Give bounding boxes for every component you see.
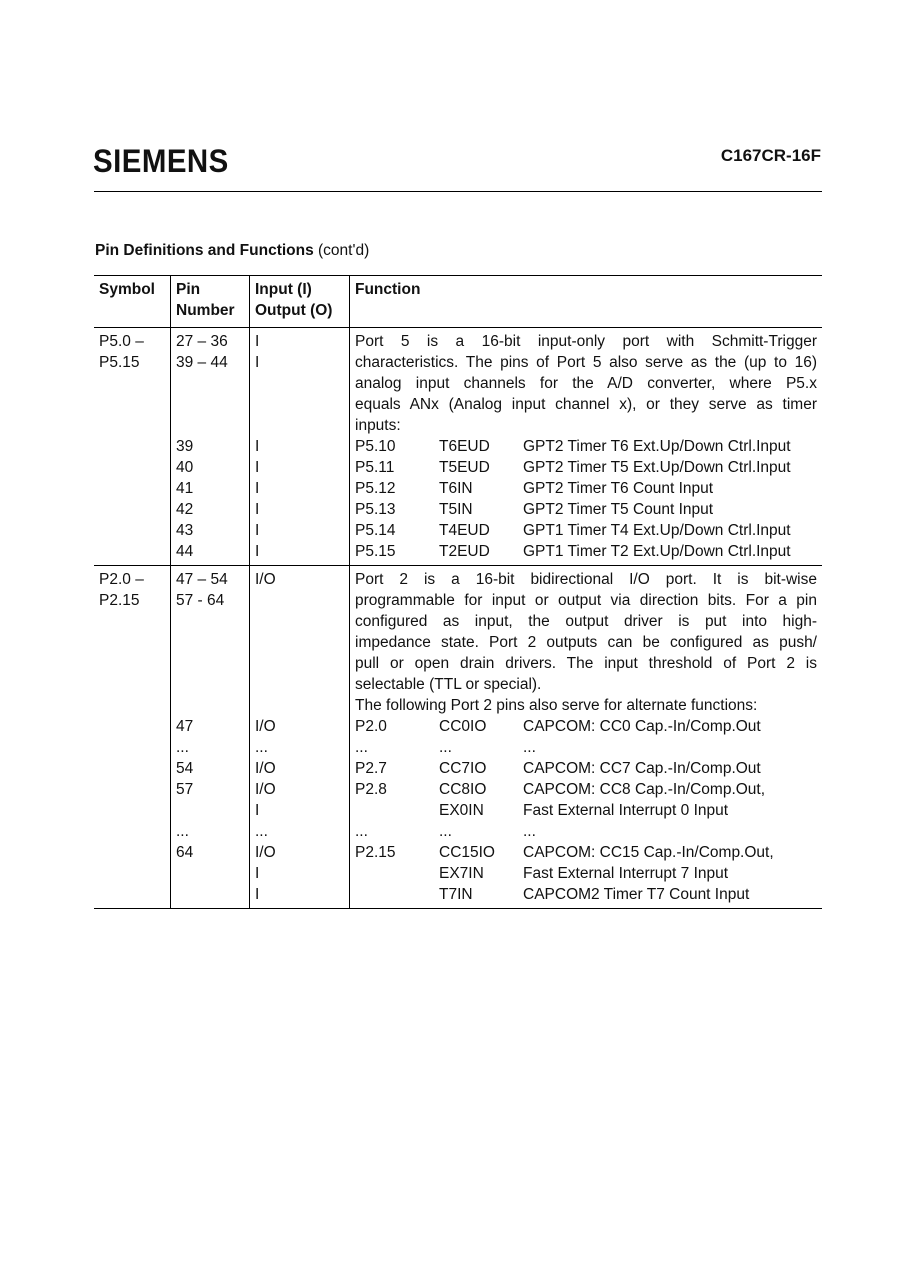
alt-pin-number: 57 (176, 781, 194, 798)
alt-signal-name: CC7IO (439, 760, 487, 777)
alternate-function-row (355, 520, 817, 541)
alt-pin-number: ... (176, 739, 189, 756)
alt-pin-number: 39 (176, 438, 194, 455)
alt-pin-number: 54 (176, 760, 194, 777)
alt-pin-number: 40 (176, 459, 194, 476)
alt-port-pin: ... (355, 739, 368, 756)
alt-function-desc: GPT1 Timer T4 Ext.Up/Down Ctrl.Input (523, 522, 791, 539)
io-type-text: I (255, 354, 260, 371)
function-description-line: selectable (TTL or special). (355, 676, 542, 693)
alt-port-pin: P5.12 (355, 480, 396, 497)
alternate-function-row (355, 499, 817, 520)
spacer (176, 695, 244, 716)
io-cell (250, 566, 350, 909)
io-type-text: I/O (255, 571, 276, 588)
function-description-line: pull or open drain drivers. The input threshold of Port 2 is (355, 655, 817, 672)
alt-port-pin: P5.10 (355, 438, 396, 455)
siemens-logo: SIEMENS (93, 143, 229, 179)
alt-pin-number (176, 863, 244, 884)
pin-range-text: 27 – 36 (176, 333, 228, 350)
spacer (255, 695, 344, 716)
pin-number-cell (171, 328, 250, 566)
spacer (176, 632, 244, 653)
alternate-function-row (355, 863, 817, 884)
alt-io-type: I/O (255, 844, 276, 861)
table-row (94, 566, 822, 909)
function-description-line: inputs: (355, 417, 401, 434)
function-description-line: configured as input, the output driver is put into high- (355, 613, 817, 630)
alt-io-type: I (255, 459, 260, 476)
alt-pin-number: 41 (176, 480, 194, 497)
table-row (94, 328, 822, 566)
alternate-function-row (355, 779, 817, 800)
header-rule (94, 191, 822, 192)
alt-io-type: I (255, 501, 260, 518)
alt-function-desc: CAPCOM2 Timer T7 Count Input (523, 886, 750, 903)
alt-pin-number: 47 (176, 718, 194, 735)
pin-range-text: 57 - 64 (176, 592, 225, 609)
alt-port-pin: P2.0 (355, 718, 387, 735)
spacer (176, 394, 244, 415)
alt-port-pin (355, 863, 439, 884)
section-title (95, 242, 369, 260)
alt-function-desc: GPT2 Timer T6 Count Input (523, 480, 714, 497)
alt-signal-name: CC8IO (439, 781, 487, 798)
spacer (176, 415, 244, 436)
alt-pin-number: 43 (176, 522, 194, 539)
alt-signal-name: EX7IN (439, 865, 484, 882)
alt-port-pin: P5.13 (355, 501, 396, 518)
alt-port-pin: P2.8 (355, 781, 387, 798)
alt-io-type: I (255, 802, 260, 819)
alternate-function-row (355, 821, 817, 842)
alternate-function-row (355, 716, 817, 737)
spacer (176, 373, 244, 394)
alt-io-type: I (255, 522, 260, 539)
alternate-function-row (355, 737, 817, 758)
alt-io-type: I/O (255, 718, 276, 735)
alt-port-pin: P5.11 (355, 459, 395, 476)
pin-definitions-table (94, 275, 822, 909)
alt-io-type: I/O (255, 760, 276, 777)
header-pin-number: Pin Number (171, 276, 250, 328)
header-function: Function (350, 276, 823, 328)
alt-io-type: I (255, 438, 260, 455)
alt-function-desc: GPT2 Timer T6 Ext.Up/Down Ctrl.Input (523, 438, 791, 455)
alt-signal-name: ... (439, 823, 452, 840)
spacer (176, 611, 244, 632)
pin-range-text: 47 – 54 (176, 571, 228, 588)
symbol-cell (94, 328, 171, 566)
function-description-line: The following Port 2 pins also serve for alternate functions: (355, 697, 758, 714)
alt-io-type: I (255, 480, 260, 497)
alt-signal-name: EX0IN (439, 802, 484, 819)
spacer (176, 674, 244, 695)
spacer (255, 373, 344, 394)
alternate-function-row (355, 884, 817, 905)
document-id: C167CR-16F (720, 146, 821, 165)
alt-signal-name: T6IN (439, 480, 473, 497)
table-header-row (94, 276, 822, 328)
alt-signal-name: CC0IO (439, 718, 487, 735)
section-title-suffix: (cont'd) (313, 242, 370, 259)
alt-port-pin: P5.14 (355, 522, 396, 539)
function-description-line: characteristics. The pins of Port 5 also serve as the (up to 16) (355, 354, 817, 371)
alt-port-pin: P2.15 (355, 844, 396, 861)
spacer (255, 653, 344, 674)
alternate-function-row (355, 457, 817, 478)
alt-function-desc: ... (523, 823, 536, 840)
function-description-line: programmable for input or output via direction bits. For a pin (355, 592, 817, 609)
alt-function-desc: GPT2 Timer T5 Count Input (523, 501, 714, 518)
alt-io-type: ... (255, 739, 268, 756)
alt-signal-name: T4EUD (439, 522, 490, 539)
spacer (255, 394, 344, 415)
alt-port-pin (355, 884, 439, 905)
alt-pin-number: 42 (176, 501, 194, 518)
alt-io-type: I (255, 543, 260, 560)
pin-range-text: 39 – 44 (176, 354, 228, 371)
alt-signal-name: T6EUD (439, 438, 490, 455)
alt-port-pin: P2.7 (355, 760, 387, 777)
alt-signal-name: T5IN (439, 501, 473, 518)
alt-signal-name: T7IN (439, 886, 473, 903)
symbol-text: P5.15 (99, 354, 140, 371)
alt-signal-name: T5EUD (439, 459, 490, 476)
alt-function-desc: ... (523, 739, 536, 756)
alt-function-desc: CAPCOM: CC8 Cap.-In/Comp.Out, (523, 781, 766, 798)
spacer (255, 611, 344, 632)
function-cell (350, 566, 823, 909)
io-cell (250, 328, 350, 566)
alt-signal-name: T2EUD (439, 543, 490, 560)
alt-function-desc: GPT2 Timer T5 Ext.Up/Down Ctrl.Input (523, 459, 791, 476)
symbol-cell (94, 566, 171, 909)
alternate-function-row (355, 842, 817, 863)
alt-function-desc: Fast External Interrupt 0 Input (523, 802, 729, 819)
function-description-line: analog input channels for the A/D converter, where P5.x (355, 375, 817, 392)
alt-signal-name: ... (439, 739, 452, 756)
function-description-line: equals ANx (Analog input channel x), or they serve as timer (355, 396, 817, 413)
spacer (255, 415, 344, 436)
alternate-function-row (355, 541, 817, 562)
alt-pin-number: ... (176, 823, 189, 840)
function-description-line: Port 5 is a 16-bit input-only port with Schmitt-Trigger (355, 333, 817, 350)
function-description-line: impedance state. Port 2 outputs can be configured as push/ (355, 634, 817, 651)
alt-pin-number (176, 884, 244, 905)
alt-pin-number: 64 (176, 844, 194, 861)
alt-function-desc: CAPCOM: CC0 Cap.-In/Comp.Out (523, 718, 761, 735)
section-title-bold: Pin Definitions and Functions (95, 242, 314, 259)
alt-pin-number (176, 800, 244, 821)
alt-port-pin (355, 800, 439, 821)
header-input-output: Input (I) Output (O) (250, 276, 350, 328)
io-type-text: I (255, 333, 260, 350)
alt-function-desc: CAPCOM: CC15 Cap.-In/Comp.Out, (523, 844, 774, 861)
alt-io-type: I (255, 865, 260, 882)
function-description-line: Port 2 is a 16-bit bidirectional I/O port. It is bit-wise (355, 571, 817, 588)
alt-port-pin: ... (355, 823, 368, 840)
header-symbol: Symbol (94, 276, 171, 328)
alternate-function-row (355, 436, 817, 457)
alt-pin-number: 44 (176, 543, 194, 560)
alternate-function-row (355, 478, 817, 499)
alt-function-desc: CAPCOM: CC7 Cap.-In/Comp.Out (523, 760, 761, 777)
spacer (255, 674, 344, 695)
alternate-function-row (355, 800, 817, 821)
alt-function-desc: Fast External Interrupt 7 Input (523, 865, 729, 882)
spacer (255, 632, 344, 653)
io-type-text (255, 590, 344, 611)
alt-port-pin: P5.15 (355, 543, 396, 560)
alt-io-type: ... (255, 823, 268, 840)
function-cell (350, 328, 823, 566)
symbol-text: P2.0 – (99, 571, 144, 588)
alternate-function-row (355, 758, 817, 779)
pin-number-cell (171, 566, 250, 909)
spacer (176, 653, 244, 674)
alt-io-type: I (255, 886, 260, 903)
symbol-text: P5.0 – (99, 333, 144, 350)
alt-signal-name: CC15IO (439, 844, 495, 861)
symbol-text: P2.15 (99, 592, 140, 609)
alt-io-type: I/O (255, 781, 276, 798)
alt-function-desc: GPT1 Timer T2 Ext.Up/Down Ctrl.Input (523, 543, 791, 560)
